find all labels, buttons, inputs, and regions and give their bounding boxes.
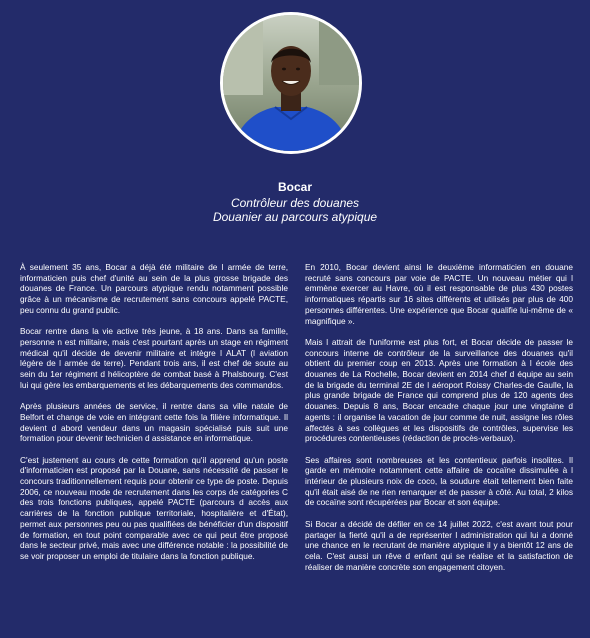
- paragraph: À seulement 35 ans, Bocar a déjà été militaire de l armée de terre, informaticien puis chef d'unité au sein de la plus grosse brigade des douanes de France. Un parcours atypique rendu notamment possible grâce à un mécanisme de recrutement sans concours appelé PACTE, peu connu du grand public.: [20, 262, 288, 315]
- right-text-column: [305, 262, 573, 583]
- profile-tagline: Douanier au parcours atypique: [212, 210, 378, 224]
- left-text-column: [20, 262, 288, 572]
- person-name: Bocar: [277, 180, 312, 194]
- portrait-photo: [220, 12, 362, 154]
- paragraph: En 2010, Bocar devient ainsi le deuxième informaticien en douane recruté sans concours par voie de PACTE. Un nouveau métier qui l emmène exercer au Havre, où il est responsable de plus 430 postes informatiques répartis sur 16 sites différents et utilisés par plus de 400 personnes différentes. Une expérience que Bocar qualifie lui-même de « magnifique ».: [305, 262, 573, 326]
- paragraph: Ses affaires sont nombreuses et les contentieux parfois insolites. Il garde en mémoire notamment cette affaire de cocaïne dissimulée à l intérieur de plusieurs noix de coco, la soudure était tellement bien faite qu'il était aisé de ne rien remarquer et de passer à côté. Au total, 2 kilos de cocaïne sont récupérées par Bocar et son équipe.: [305, 454, 573, 508]
- paragraph: Si Bocar a décidé de défiler en ce 14 juillet 2022, c'est avant tout pour partager la fierté qu'il a de représenter l administration qui lui a donné une chance en le recrutant de manière atypique il y a bientôt 12 ans de cela. C'est aussi un rêve d enfant qui se réalise et la satisfaction de réaliser de manière concrète son engagement citoyen.: [305, 518, 573, 572]
- job-title: Contrôleur des douanes: [230, 196, 360, 210]
- paragraph: Après plusieurs années de service, il rentre dans sa ville natale de Belfort et change de voie en intégrant cette fois la filière informatique. Il devient d abord vendeur dans un magasin spécialisé puis suit une formation pour devenir technicien d assistance en informatique.: [20, 401, 288, 444]
- paragraph: C'est justement au cours de cette formation qu'il apprend qu'un poste d'informaticien est proposé par la Douane, sans nécessité de passer le concours traditionnellement requis pour obtenir ce type de poste. Depuis 2006, ce nouveau mode de recrutement dans les corps de catégories C des trois fonctions publiques, appelé PACTE (parcours d accès aux carrières de la fonction publique territoriale, hospitalière et d'État), permet aux personnes peu ou pas qualifiées de bénéficier d'un dispositif de formation, en tout point comparable avec ce qui peut être proposé dans le secteur privé, mais avec une différence notable : la possibilité de se voir proposer un emploi de titulaire dans la fonction publique.: [20, 454, 288, 561]
- paragraph: Mais l attrait de l'uniforme est plus fort, et Bocar décide de passer le concours interne de contrôleur de la surveillance des douanes qu'il obtient du premier coup en 2013. Après une formation à l école des douanes de La Rochelle, Bocar devient en 2014 chef d équipe au sein de la brigade du terminal 2E de l aéroport Roissy Charles-de Gaulle, la plus grande brigade de France qui comprend plus de 120 agents des douanes. Depuis 8 ans, Bocar encadre chaque jour une vingtaine d agents : il organise la vacation de jour comme de nuit, assigne les rôles affectés à ses collègues et les dispositifs de contrôles, supervise les procédures contentieuses (rédaction de procès-verbaux).: [305, 336, 573, 444]
- person-photo-icon: [223, 15, 359, 151]
- paragraph: Bocar rentre dans la vie active très jeune, à 18 ans. Dans sa famille, personne n est militaire, mais c'est pourtant après un stage en régiment médical qu'il décide de devenir militaire et intègre l ALAT (l aviation légère de l armée de terre). Pendant trois ans, il est chef de soute au sein du 1er régiment d hélicoptère de combat basé à Phalsbourg. C'est lui qui gère les embarquements et les débarquements des commandos.: [20, 326, 288, 390]
